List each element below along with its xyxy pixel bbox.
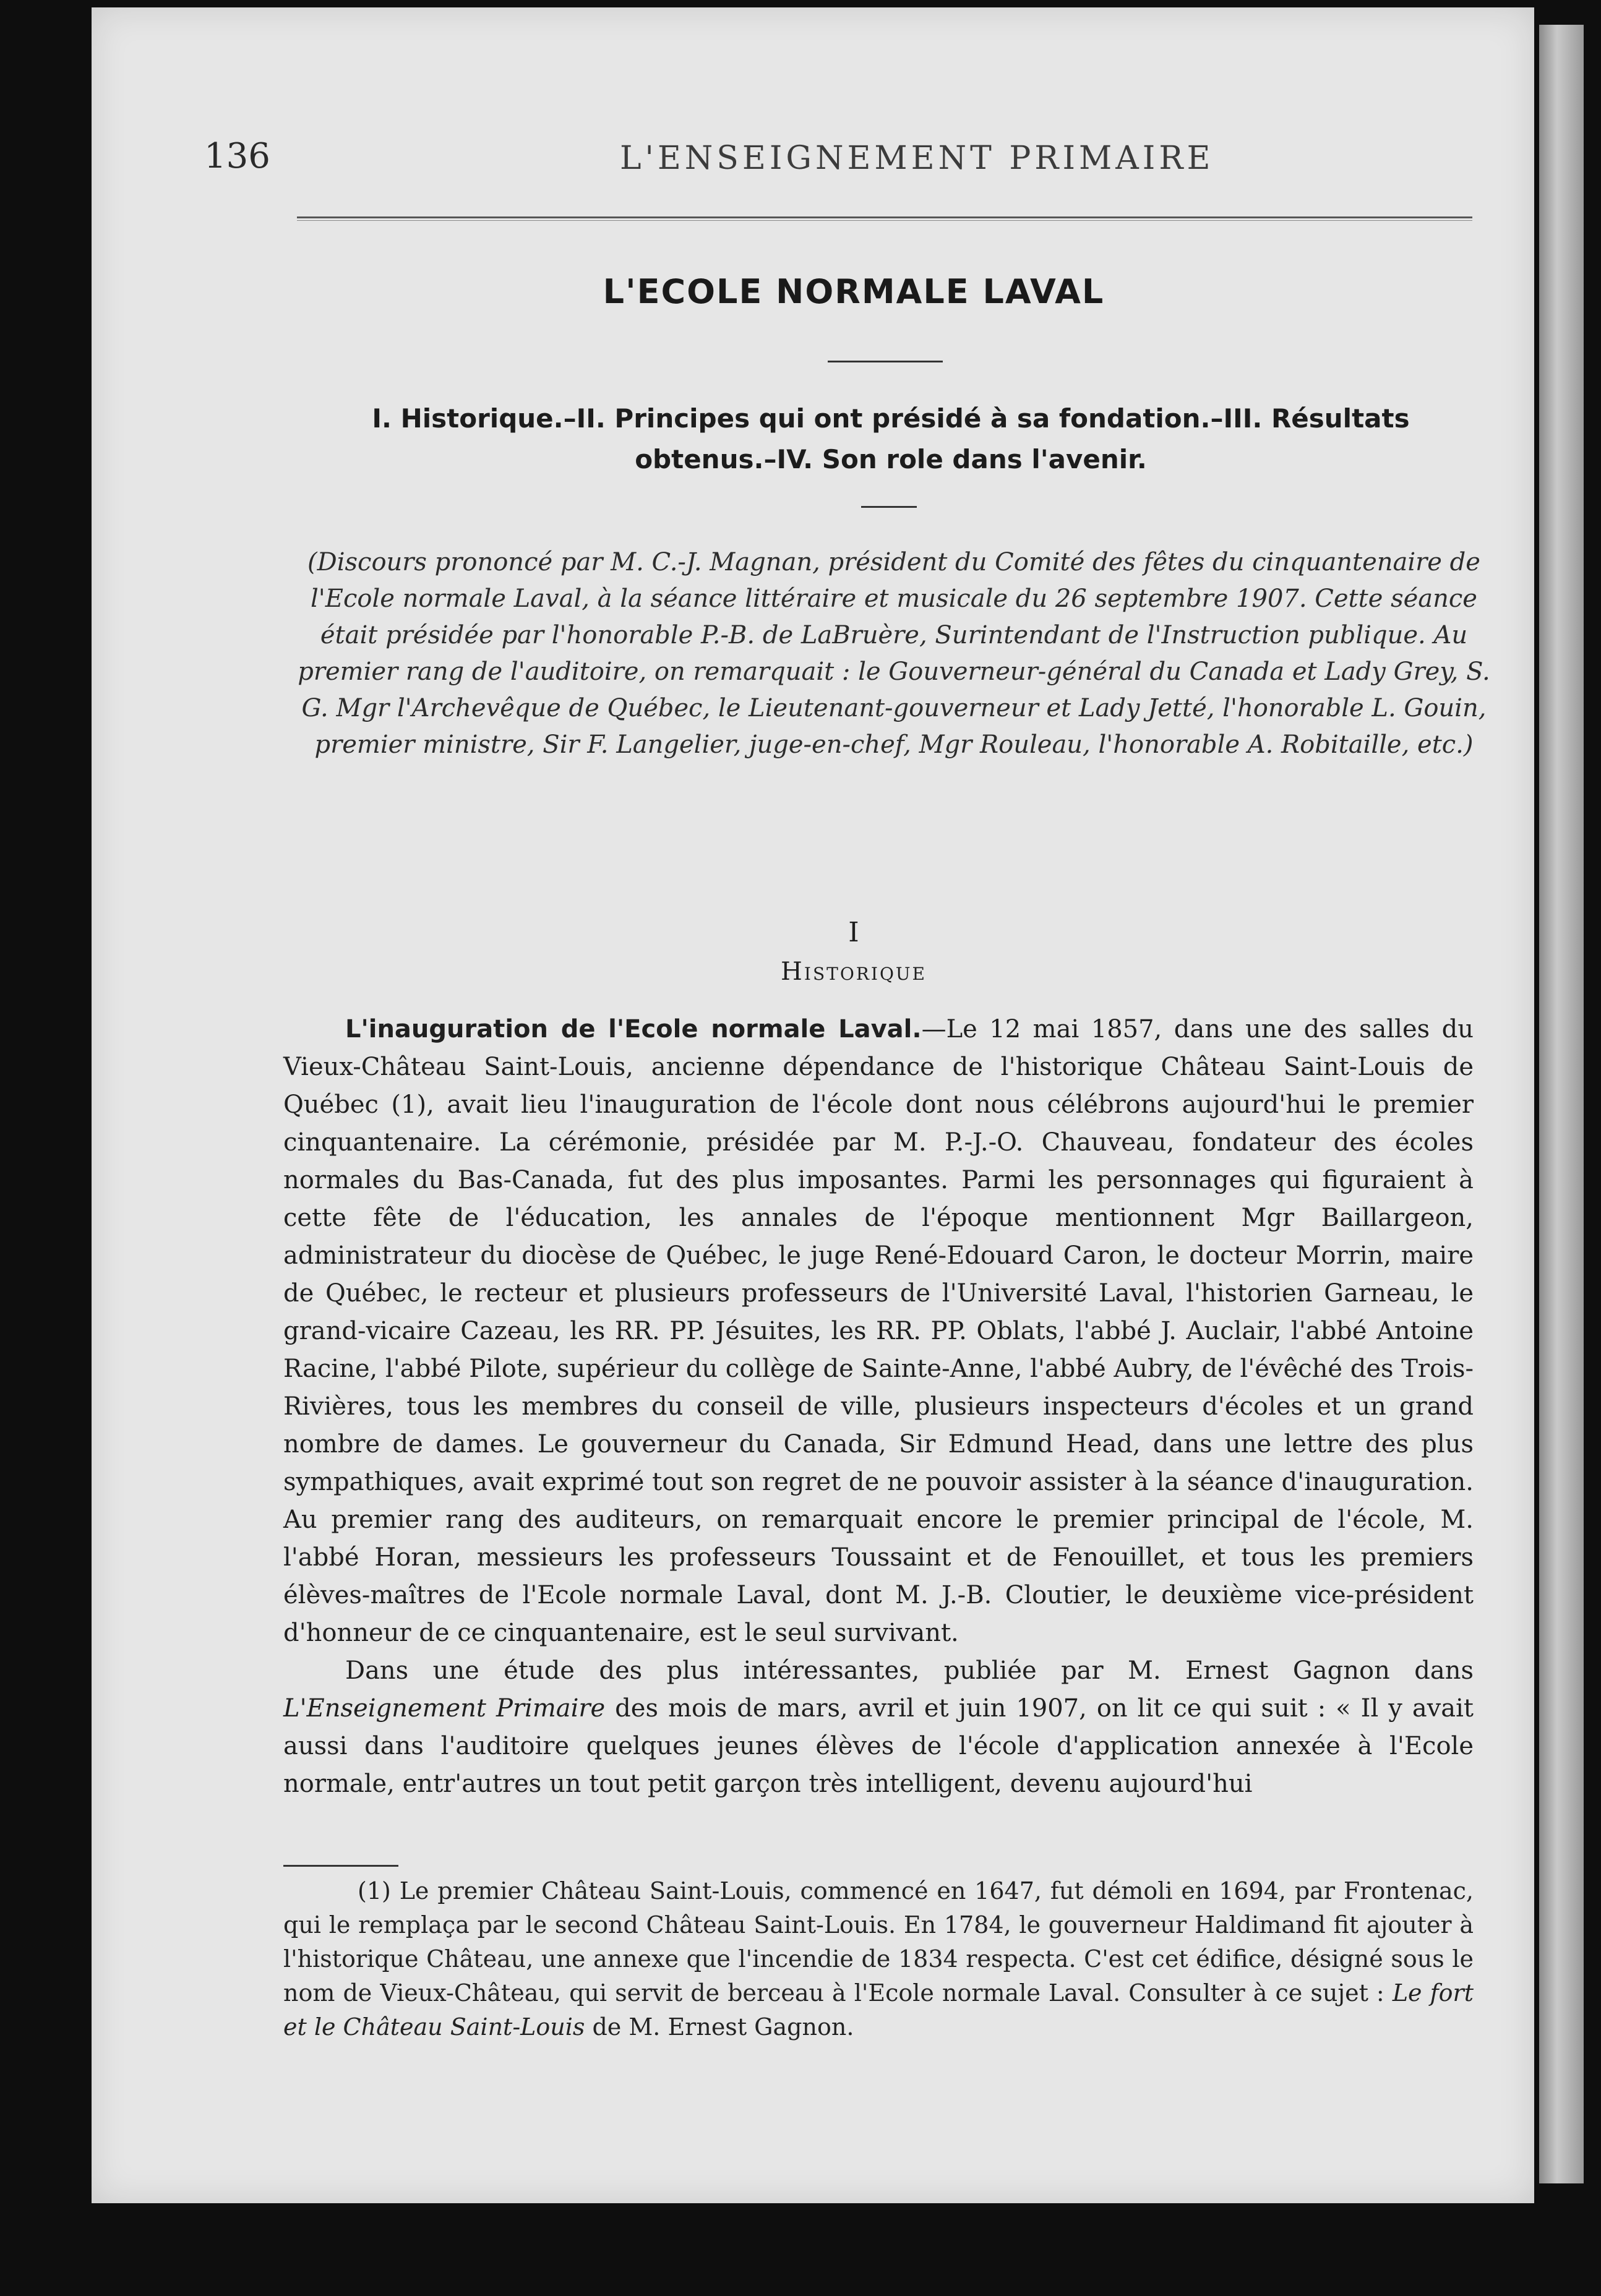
footnote-book-title: Le fort et le Château Saint-Louis [283, 1979, 1474, 2041]
footnote-text-a: (1) Le premier Château Saint-Louis, commencé en 1647, fut démoli en 1694, par Frontenac, qui le remplaça par le second Château Saint-Louis. En 1784, le gouverneur Haldimand fit ajouter à l'historique Château, une annexe que l'incendie de 1834 respecta. C'est cet édifice, désigné sous le nom de Vieux-Château, qui servit de berceau à l'Ecole normale Laval. Consulter à ce sujet : [283, 1877, 1474, 2007]
article-summary: I. Historique.–II. Principes qui ont présidé à sa fondation.–III. Résultats obtenus.–IV. Son role dans l'avenir. [372, 403, 1410, 474]
paragraph-1-text: —Le 12 mai 1857, dans une des salles du Vieux-Château Saint-Louis, ancienne dépendance de l'historique Château Saint-Louis de Québec (1), avait lieu l'inauguration de l'école dont nous célébrons aujourd'hui le premier cinquantenaire. La cérémonie, présidée par M. P.-J.-O. Chauveau, fondateur des écoles normales du Bas-Canada, fut des plus imposantes. Parmi les personnages qui figuraient à cette fête de l'éducation, les annales de l'époque mentionnent Mgr Baillargeon, administrateur du diocèse de Québec, le juge René-Edouard Caron, le docteur Morrin, maire de Québec, le recteur et plusieurs professeurs de l'Université Laval, l'historien Garneau, le grand-vicaire Cazeau, les RR. PP. Jésuites, les RR. PP. Oblats, l'abbé J. Auclair, l'abbé Antoine Racine, l'abbé Pilote, supérieur du collège de Sainte-Anne, l'abbé Aubry, de l'évêché des Trois-Rivières, tous les membres du conseil de ville, plusieurs inspecteurs d'écoles et un grand nombre de dames. Le gouverneur du Canada, Sir Edmund Head, dans une lettre des plus sympathiques, avait exprimé tout son regret de ne pouvoir assister à la séance d'inauguration. Au premier rang des auditeurs, on remarquait encore le premier principal de l'école, M. l'abbé Horan, messieurs les professeurs Toussaint et de Fenouillet, et tous les premiers élèves-maîtres de l'Ecole normale Laval, dont M. J.-B. Cloutier, le deuxième vice-président d'honneur de ce cinquantenaire, est le seul survivant. [283, 1015, 1474, 1647]
running-head [204, 136, 1503, 192]
article-title: L'ECOLE NORMALE LAVAL [603, 272, 1105, 311]
footnote [283, 1874, 1474, 2044]
footnote-text [283, 1874, 1474, 2044]
paragraph-1 [283, 1011, 1474, 1652]
footnote-text-b: de M. Ernest Gagnon. [585, 2013, 854, 2041]
paragraph-2-journal-name: L'Enseignement Primaire [283, 1694, 606, 1723]
page-edge [1539, 25, 1584, 2183]
body-text [283, 1011, 1474, 1803]
title-rule [828, 361, 943, 362]
paragraph-2 [283, 1652, 1474, 1803]
paragraph-2-text-b: des mois de mars, avril et juin 1907, on lit ce qui suit : « Il y avait aussi dans l'auditoire quelques jeunes élèves de l'école d'application annexée à l'Ecole normale, entr'autres un tout petit garçon très intelligent, devenu aujourd'hui [283, 1694, 1474, 1798]
section-number: I [848, 917, 859, 948]
page-number: 136 [204, 136, 270, 176]
summary-rule [861, 506, 917, 508]
paragraph-2-text-a: Dans une étude des plus intéressantes, publiée par M. Ernest Gagnon dans [345, 1656, 1474, 1685]
intro-note: (Discours prononcé par M. C.-J. Magnan, président du Comité des fêtes du cinquantenaire de l'Ecole normale Laval, à la séance littéraire et musicale du 26 septembre 1907. Cette séance était présidée par l'honorable P.-B. de LaBruère, Surintendant de l'Instruction publique. Au premier rang de l'auditoire, on remarquait : le Gouverneur-général du Canada et Lady Grey, S. G. Mgr l'Archevêque de Québec, le Lieutenant-gouverneur et Lady Jetté, l'honorable L. Gouin, premier ministre, Sir F. Langelier, juge-en-chef, Mgr Rouleau, l'honorable A. Robitaille, etc.) [298, 548, 1490, 759]
footnote-rule [283, 1865, 398, 1867]
section-title: Historique [781, 957, 927, 986]
journal-title: L'ENSEIGNEMENT PRIMAIRE [620, 140, 1214, 177]
paragraph-run-in-heading: L'inauguration de l'Ecole normale Laval. [345, 1015, 922, 1043]
header-rule [297, 216, 1472, 221]
